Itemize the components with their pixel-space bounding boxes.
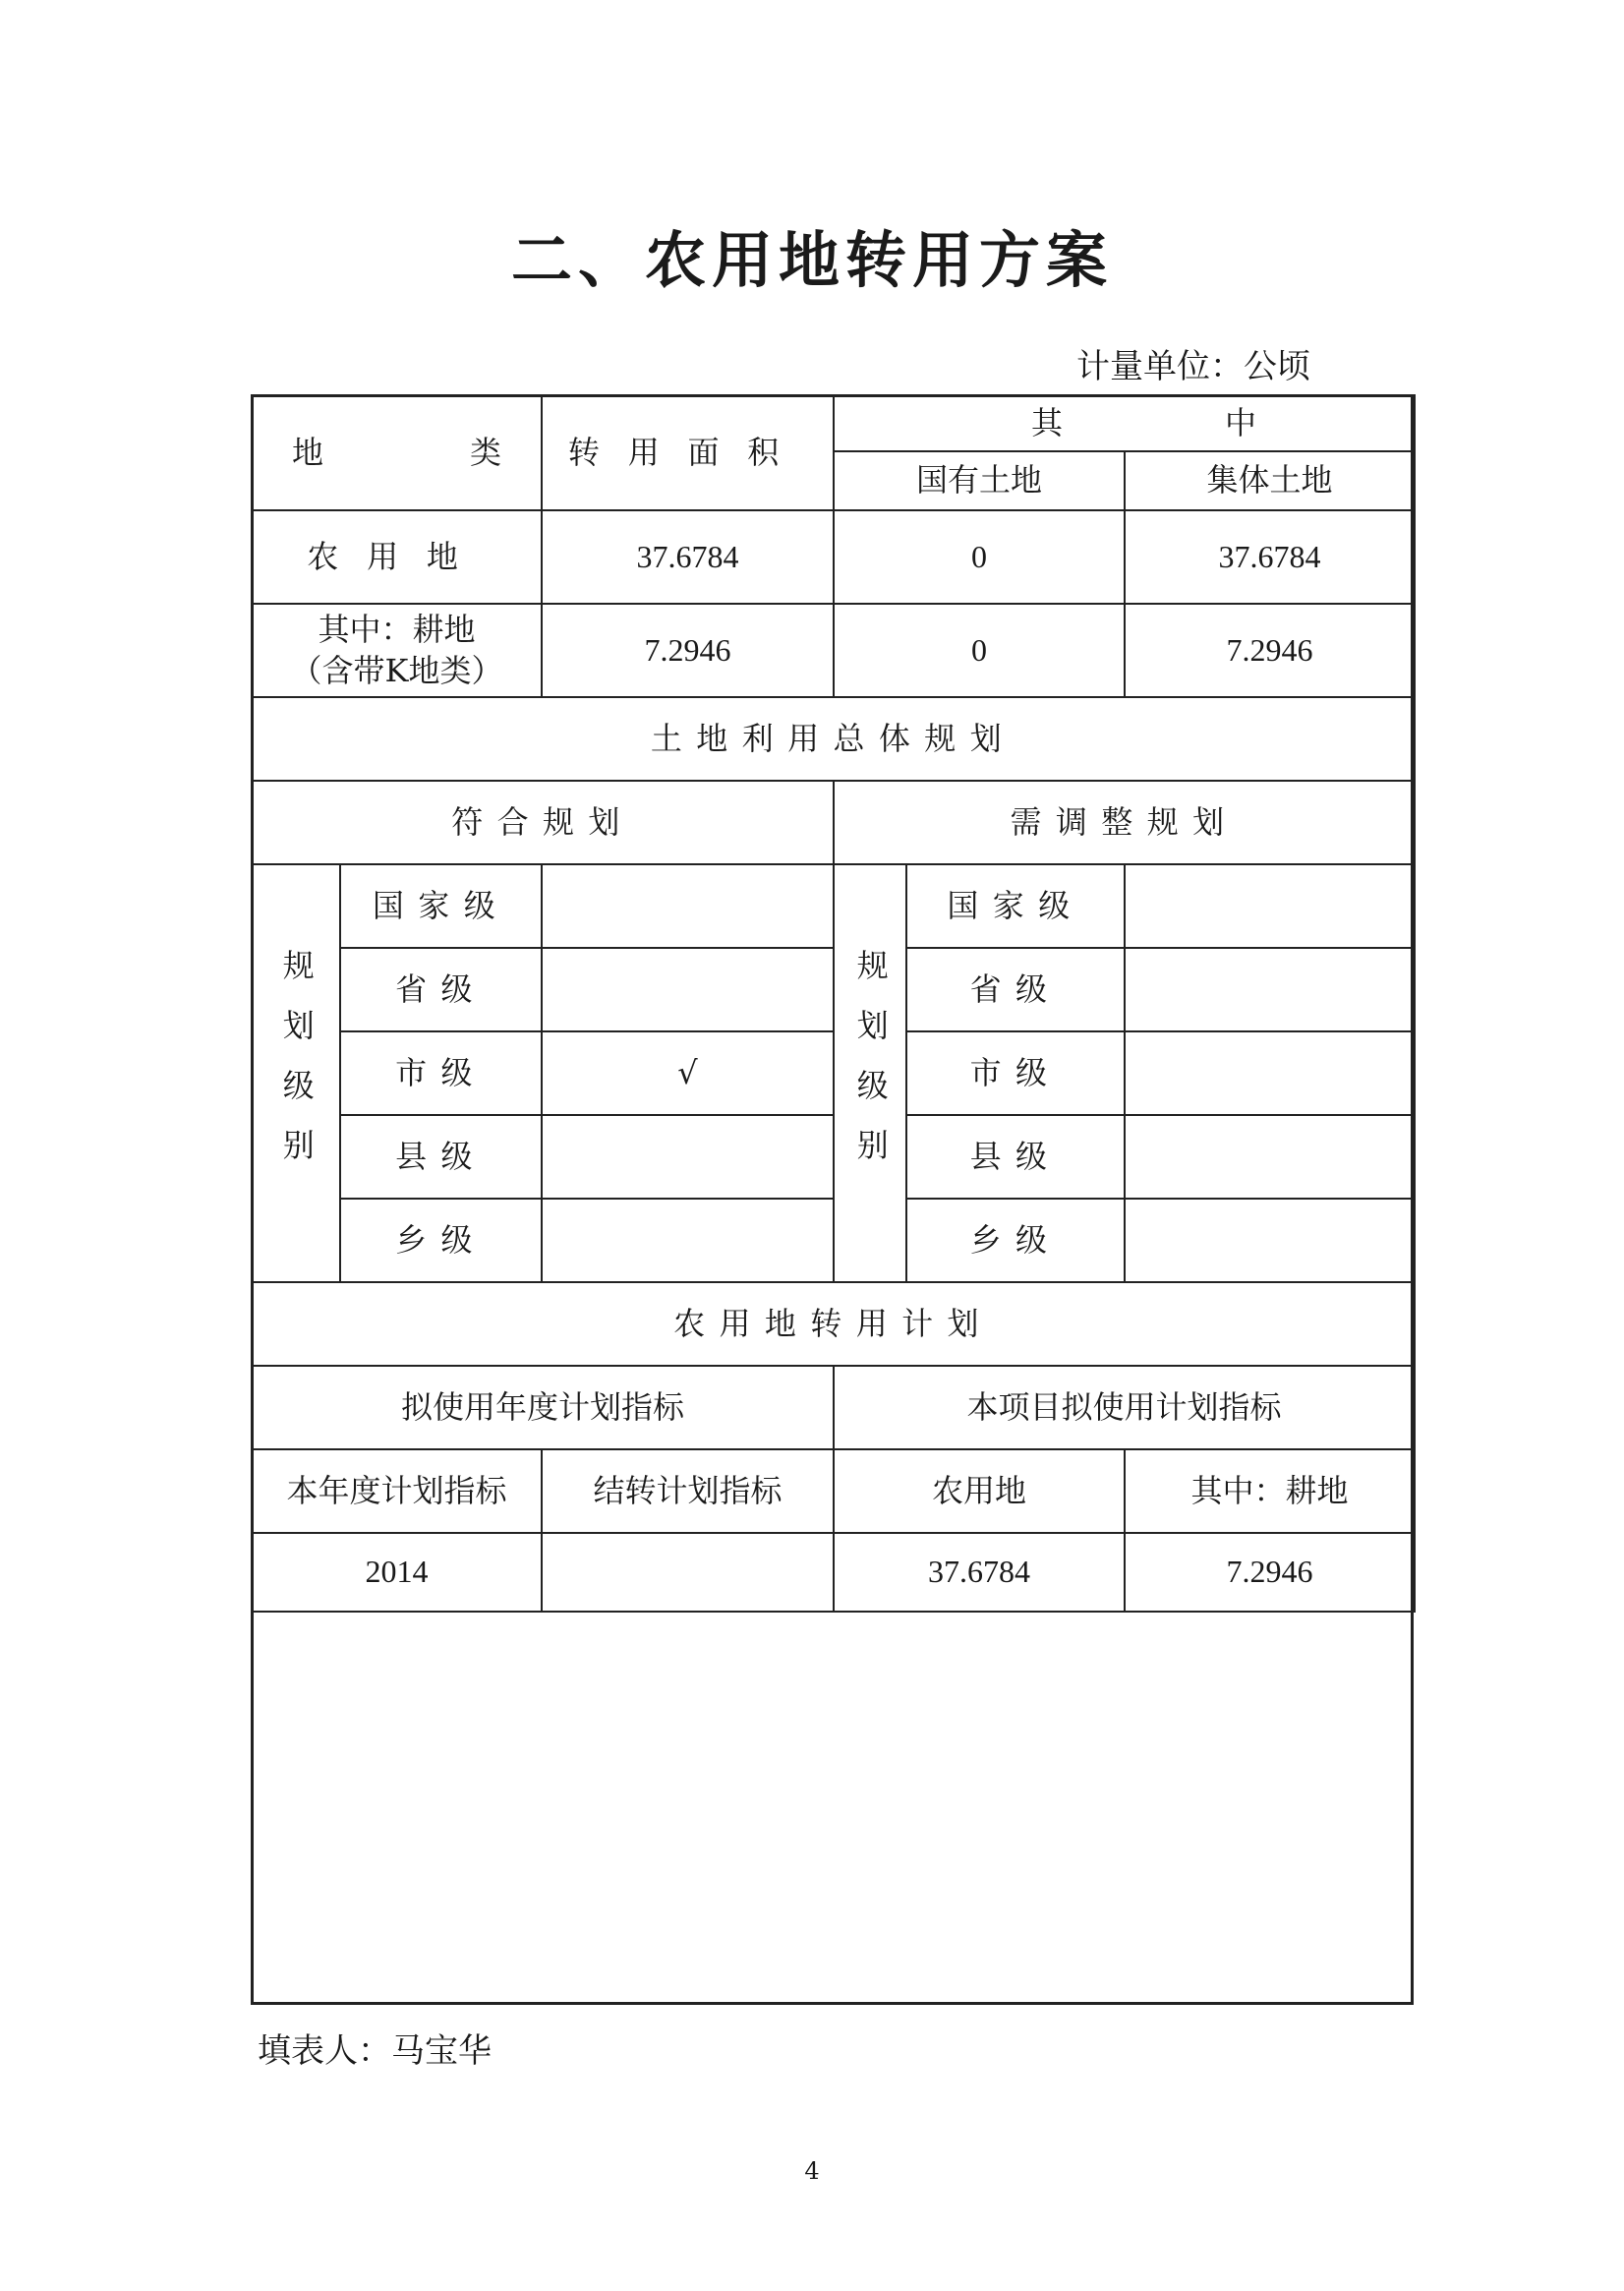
farmland-plan-value: 37.6784 bbox=[834, 1533, 1125, 1612]
cultivated-label-line1: 其中：耕地 bbox=[318, 610, 476, 648]
this-year-header: 本年度计划指标 bbox=[252, 1449, 542, 1533]
carryover-value bbox=[542, 1533, 834, 1612]
comply-level-mark bbox=[542, 864, 834, 948]
cultivated-plan-header: 其中：耕地 bbox=[1125, 1449, 1415, 1533]
annual-plan-title: 拟使用年度计划指标 bbox=[252, 1366, 834, 1449]
adjust-level-text: 规划级别 bbox=[851, 948, 890, 1188]
adjust-title: 需调整规划 bbox=[834, 781, 1415, 864]
comply-level-mark bbox=[542, 1115, 834, 1199]
farmland-area: 37.6784 bbox=[542, 510, 834, 604]
adjust-level-name: 市级 bbox=[906, 1031, 1125, 1115]
comply-level-name: 县级 bbox=[340, 1115, 542, 1199]
level-row bbox=[252, 1031, 1415, 1115]
farmland-plan-header: 农用地 bbox=[834, 1449, 1125, 1533]
header-row-1 bbox=[252, 395, 1415, 451]
cultivated-state: 0 bbox=[834, 604, 1125, 697]
planning-section-title: 土地利用总体规划 bbox=[252, 697, 1415, 781]
land-type-header-a: 地 bbox=[292, 433, 324, 471]
conversion-section-title: 农用地转用计划 bbox=[252, 1282, 1415, 1366]
conversion-value-row bbox=[252, 1533, 1415, 1612]
level-row bbox=[252, 864, 1415, 948]
among-header bbox=[834, 395, 1415, 451]
farmland-collective: 37.6784 bbox=[1125, 510, 1415, 604]
conversion-column-row bbox=[252, 1449, 1415, 1533]
adjust-level-name: 县级 bbox=[906, 1115, 1125, 1199]
planning-subheader-row bbox=[252, 781, 1415, 864]
area-header: 转用面积 bbox=[542, 395, 834, 510]
adjust-level-mark bbox=[1125, 1031, 1415, 1115]
level-row bbox=[252, 1199, 1415, 1282]
conversion-subheader-row bbox=[252, 1366, 1415, 1449]
conversion-form-table bbox=[251, 394, 1416, 1613]
cultivated-label-line2: （含带K地类） bbox=[290, 651, 503, 689]
among-header-b: 中 bbox=[1225, 403, 1257, 441]
adjust-level-mark bbox=[1125, 864, 1415, 948]
comply-level-name: 乡级 bbox=[340, 1199, 542, 1282]
cultivated-area: 7.2946 bbox=[542, 604, 834, 697]
this-year-value: 2014 bbox=[252, 1533, 542, 1612]
project-plan-title: 本项目拟使用计划指标 bbox=[834, 1366, 1415, 1449]
level-row bbox=[252, 1115, 1415, 1199]
conversion-title-row bbox=[252, 1282, 1415, 1366]
cultivated-plan-value: 7.2946 bbox=[1125, 1533, 1415, 1612]
adjust-level-label bbox=[834, 864, 906, 1282]
comply-level-name: 市级 bbox=[340, 1031, 542, 1115]
cultivated-label bbox=[252, 604, 542, 697]
comply-level-mark bbox=[542, 1199, 834, 1282]
comply-level-name: 国家级 bbox=[340, 864, 542, 948]
comply-level-text: 规划级别 bbox=[277, 948, 316, 1188]
carryover-header: 结转计划指标 bbox=[542, 1449, 834, 1533]
adjust-level-name: 省级 bbox=[906, 948, 1125, 1031]
state-land-header: 国有土地 bbox=[834, 451, 1125, 510]
comply-level-mark bbox=[542, 948, 834, 1031]
land-type-header-b: 类 bbox=[469, 433, 501, 471]
farmland-state: 0 bbox=[834, 510, 1125, 604]
cultivated-collective: 7.2946 bbox=[1125, 604, 1415, 697]
among-header-a: 其 bbox=[1031, 403, 1064, 441]
adjust-level-name: 国家级 bbox=[906, 864, 1125, 948]
page-number: 4 bbox=[804, 2157, 820, 2185]
level-row bbox=[252, 948, 1415, 1031]
land-type-header bbox=[252, 395, 542, 510]
farmland-label: 农用地 bbox=[252, 510, 542, 604]
comply-level-mark: √ bbox=[542, 1031, 834, 1115]
comply-level-label bbox=[252, 864, 340, 1282]
comply-level-name: 省级 bbox=[340, 948, 542, 1031]
unit-label: 计量单位：公顷 bbox=[1076, 347, 1310, 386]
table-row bbox=[252, 604, 1415, 697]
form-filler: 填表人：马宝华 bbox=[258, 2031, 492, 2071]
comply-title: 符合规划 bbox=[252, 781, 834, 864]
adjust-level-mark bbox=[1125, 1115, 1415, 1199]
adjust-level-name: 乡级 bbox=[906, 1199, 1125, 1282]
adjust-level-mark bbox=[1125, 1199, 1415, 1282]
collective-land-header: 集体土地 bbox=[1125, 451, 1415, 510]
page-title: 二、农用地转用方案 bbox=[510, 224, 1113, 296]
table-row bbox=[252, 510, 1415, 604]
adjust-level-mark bbox=[1125, 948, 1415, 1031]
planning-title-row bbox=[252, 697, 1415, 781]
